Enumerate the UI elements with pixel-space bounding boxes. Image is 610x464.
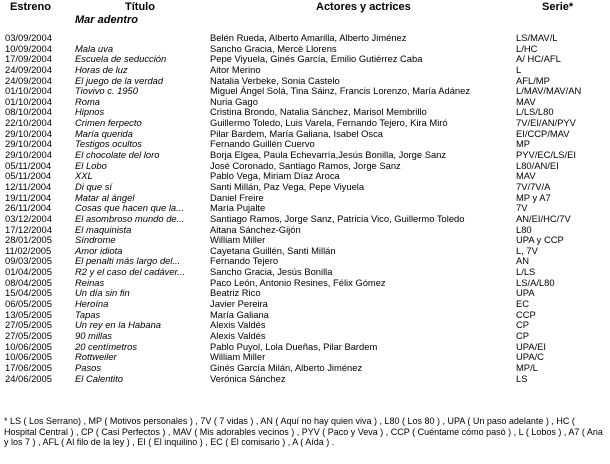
cell-serie: CP	[516, 329, 530, 341]
cell-serie: 7V/7V/A	[516, 180, 551, 192]
cell-cast: Miguel Ángel Solá, Tina Sáinz, Francis Lorenzo, María Adánez	[210, 85, 471, 97]
cell-cast: María Galiana	[210, 308, 269, 320]
table-row	[0, 363, 610, 374]
cell-date: 10/06/2005	[5, 351, 52, 363]
cell-title: Horas de luz	[75, 63, 128, 75]
cell-date: 24/06/2005	[5, 372, 52, 384]
cell-cast: Cayetana Guillén, Santi Millán	[210, 244, 336, 256]
cell-title: Un día sin fin	[75, 287, 130, 299]
cell-cast: Beatriz Rico	[210, 287, 261, 299]
header-estreno: Estreno	[10, 1, 51, 13]
cell-cast: Fernando Guillén Cuervo	[210, 138, 315, 150]
cell-serie: EC	[516, 298, 530, 310]
cell-cast: Aitor Merino	[210, 63, 261, 75]
cell-cast: María Pujalte	[210, 202, 266, 214]
cell-serie: L, 7V	[516, 244, 538, 256]
cell-date: 05/11/2004	[5, 159, 52, 171]
cell-date: 12/11/2004	[5, 180, 52, 192]
cell-serie: AFL/MP	[516, 74, 550, 86]
cell-cast: William Miller	[210, 351, 266, 363]
cell-date: 03/09/2004	[5, 32, 52, 43]
cell-title: Amor idiota	[75, 244, 123, 256]
cell-date: 11/02/2005	[5, 244, 52, 256]
cell-date: 27/05/2005	[5, 329, 52, 341]
cell-cast: Santi Millán, Paz Vega, Pepe Viyuela	[210, 180, 365, 192]
cell-date: 24/09/2004	[5, 74, 52, 86]
cell-cast: Borja Elgea, Paula Echevarría,Jesús Bonilla, Jorge Sanz	[210, 149, 447, 161]
cell-serie: L80	[516, 223, 532, 235]
header-actores: Actores y actrices	[316, 1, 411, 13]
cell-serie: 7V/EI/AN/PYV	[516, 117, 576, 129]
cell-title: Testigos ocultos	[75, 138, 142, 150]
table-row	[0, 374, 610, 385]
cell-cast: Aitana Sánchez-Gijón	[210, 223, 301, 235]
cell-title: El penalti más largo del...	[75, 255, 181, 267]
cell-cast: Pilar Bardem, María Galiana, Isabel Osca	[210, 127, 383, 139]
cell-cast: Nuria Gago	[210, 95, 258, 107]
cell-serie: L80/AN/EI	[516, 159, 559, 171]
cell-title: 90 millas	[75, 329, 112, 341]
cell-serie: L/LS/L80	[516, 106, 554, 118]
cell-date: 29/10/2004	[5, 149, 52, 161]
cell-date: 17/09/2004	[5, 53, 52, 65]
cell-title: Síndrome	[75, 234, 116, 246]
cell-title: Hipnos	[75, 106, 105, 118]
cell-title: El maquinista	[75, 223, 132, 235]
cell-title: Pasos	[75, 361, 102, 373]
cell-date: 24/09/2004	[5, 63, 52, 75]
cell-serie: AN/EI/HC/7V	[516, 212, 571, 224]
cell-date: 29/10/2004	[5, 138, 52, 150]
cell-title: Di que sí	[75, 180, 112, 192]
cell-date: 03/12/2004	[5, 212, 52, 224]
cell-serie: L/HC	[516, 42, 538, 54]
cell-serie: L/MAV/MAV/AN	[516, 85, 582, 97]
cell-cast: Fernando Tejero	[210, 255, 279, 267]
cell-title: El chocolate del loro	[75, 149, 160, 161]
cell-date: 13/05/2005	[5, 308, 52, 320]
cell-cast: Alexis Valdés	[210, 319, 266, 331]
table-row	[0, 331, 610, 342]
cell-serie: LS	[516, 372, 528, 384]
cell-title: 20 centímetros	[75, 340, 138, 352]
table-row	[0, 214, 610, 225]
cell-cast: Santiago Ramos, Jorge Sanz, Patricia Vico, Guillermo Toledo	[210, 212, 465, 224]
cell-title: Cosas que hacen que la...	[75, 202, 184, 214]
cell-title: Reinas	[75, 276, 105, 288]
cell-serie: MP/L	[516, 361, 538, 373]
cell-date: 10/09/2004	[5, 42, 52, 54]
cell-date: 29/10/2004	[5, 127, 52, 139]
cell-date: 26/11/2004	[5, 202, 52, 214]
cell-cast: Guillermo Toledo, Luis Varela, Fernando Tejero, Kira Miró	[210, 117, 448, 129]
cell-date: 10/06/2005	[5, 340, 52, 352]
cell-cast: Natalia Verbeke, Sonia Castelo	[210, 74, 340, 86]
cell-cast: Pablo Vega, Miriam Díaz Aroca	[210, 170, 340, 182]
cell-date: 01/04/2005	[5, 266, 52, 278]
cell-serie: PYV/EC/LS/EI	[516, 149, 576, 161]
cell-title: Mala uva	[75, 42, 114, 54]
cell-date: 01/10/2004	[5, 95, 52, 107]
cell-cast: Belén Rueda, Alberto Amarilla, Alberto Jiménez	[210, 32, 407, 43]
cell-serie: MAV	[516, 95, 536, 107]
cell-title: XXL	[75, 170, 93, 182]
cell-title: El asombroso mundo de...	[75, 212, 185, 224]
cell-title: Rottweiler	[75, 351, 117, 363]
cell-serie: UPA/C	[516, 351, 544, 363]
cell-serie: LS/A/L80	[516, 276, 555, 288]
cell-serie: UPA	[516, 287, 535, 299]
table-row	[0, 182, 610, 193]
cell-serie: MP	[516, 138, 531, 150]
cell-title: R2 y el caso del cadáver...	[75, 266, 186, 278]
cell-serie: L	[516, 63, 522, 75]
cell-serie: UPA y CCP	[516, 234, 564, 246]
cell-date: 17/12/2004	[5, 223, 52, 235]
cell-cast: Verónica Sánchez	[210, 372, 286, 384]
cell-title: Tapas	[75, 308, 101, 320]
cell-title: Tiovivo c. 1950	[75, 85, 138, 97]
cell-title: Roma	[75, 95, 101, 107]
cell-date: 27/05/2005	[5, 319, 52, 331]
cell-date: 15/04/2005	[5, 287, 52, 299]
cell-title: El Calentito	[75, 372, 123, 384]
cell-cast: Cristina Brondo, Natalia Sánchez, Marisol Membrillo	[210, 106, 427, 118]
cell-serie: UPA/EI	[516, 340, 547, 352]
cell-date: 01/10/2004	[5, 85, 52, 97]
cell-cast: José Coronado, Santiago Ramos, Jorge Sanz	[210, 159, 401, 171]
cell-title: Heroína	[75, 298, 109, 310]
table-row	[0, 65, 610, 76]
cell-serie: L/LS	[516, 266, 536, 278]
cell-cast: Pablo Puyol, Lola Dueñas, Pilar Bardem	[210, 340, 378, 352]
cell-title: Crimen ferpecto	[75, 117, 142, 129]
cell-date: 19/11/2004	[5, 191, 52, 203]
subheader-title: Mar adentro	[75, 14, 138, 26]
cell-title: El juego de la verdad	[75, 74, 164, 86]
cell-serie: MP y A7	[516, 191, 551, 203]
cell-date: 28/01/2005	[5, 234, 52, 246]
cell-cast: William Miller	[210, 234, 266, 246]
header-serie: Serie*	[542, 1, 574, 13]
cell-serie: LS/MAV/L	[516, 32, 558, 43]
cell-title: El Lobo	[75, 159, 107, 171]
cell-cast: Javier Pereira	[210, 298, 268, 310]
cell-date: 17/06/2005	[5, 361, 52, 373]
film-table	[0, 33, 610, 384]
cell-title: Matar al ángel	[75, 191, 135, 203]
cell-cast: Alexis Valdés	[210, 329, 266, 341]
cell-serie: CCP	[516, 308, 536, 320]
cell-title: María querida	[75, 127, 133, 139]
cell-date: 22/10/2004	[5, 117, 52, 129]
cell-title: Un rey en la Habana	[75, 319, 161, 331]
cell-serie: 7V	[516, 202, 528, 214]
footnote: * LS ( Los Serrano) , MP ( Motivos personales ) , 7V ( 7 vidas ) , AN ( Aquí no hay quien viva ) , L80 ( Los 80 ) , UPA ( Un paso adelante ) , HC ( Hospital Central ) , CP ( Casi Perfectos ) , MAV ( Mis adorables vecinos ) , PYV ( Paco y Veva ) , CCP ( Cuéntame cómo pasó ) , L ( Lobos ) , A7 ( Ana y los 7 ) , AFL ( Al filo de la ley ) , EI ( El inquilino ) , EC ( El comisario ) , A ( Aída ) .	[4, 416, 603, 448]
cell-cast: Pepe Viyuela, Ginés García, Emilio Gutiérrez Caba	[210, 53, 423, 65]
cell-cast: Ginés García Milán, Alberto Jiménez	[210, 361, 363, 373]
cell-date: 08/10/2004	[5, 106, 52, 118]
cell-date: 05/11/2004	[5, 170, 52, 182]
cell-title: Escuela de seducción	[75, 53, 167, 65]
cell-serie: EI/CCP/MAV	[516, 127, 570, 139]
cell-serie: MAV	[516, 170, 536, 182]
cell-serie: CP	[516, 319, 530, 331]
cell-date: 09/03/2005	[5, 255, 52, 267]
cell-cast: Sancho Gracia, Jesús Bonilla	[210, 266, 333, 278]
cell-date: 06/05/2005	[5, 298, 52, 310]
cell-date: 08/04/2005	[5, 276, 52, 288]
cell-serie: AN	[516, 255, 530, 267]
cell-cast: Paco León, Antonio Resines, Félix Gómez	[210, 276, 386, 288]
cell-cast: Daniel Freire	[210, 191, 264, 203]
header-titulo: Título	[125, 1, 155, 13]
cell-serie: A/ HC/AFL	[516, 53, 561, 65]
cell-cast: Sancho Gracia, Mercè Llorens	[210, 42, 337, 54]
